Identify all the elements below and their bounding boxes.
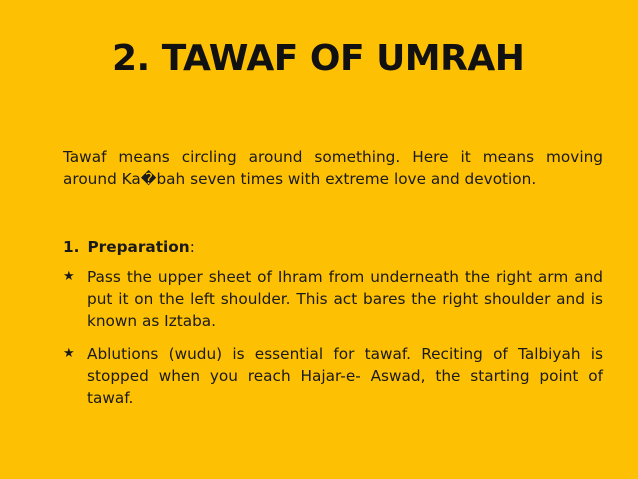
bullet-item — [63, 266, 603, 332]
step-label: Preparation — [87, 238, 190, 256]
star-bullet-icon: ★ — [63, 269, 75, 284]
intro-paragraph: Tawaf means circling around something. Here it means moving around Ka�bah seven times with extreme love and devotion. — [63, 148, 603, 188]
step-suffix: : — [189, 238, 195, 256]
step-number: 1. — [63, 238, 80, 256]
star-bullet-icon: ★ — [63, 346, 75, 361]
step-heading — [63, 236, 363, 258]
bullet-item — [63, 343, 603, 409]
bullet-text: Pass the upper sheet of Ihram from underneath the right arm and put it on the left shoulder. This act bares the right shoulder and is known as Iztaba. — [87, 268, 603, 330]
bullet-text: Ablutions (wudu) is essential for tawaf. Reciting of Talbiyah is stopped when you reach Hajar-e- Aswad, the starting point of tawaf. — [87, 345, 603, 407]
slide-title: 2. TAWAF OF UMRAH — [112, 38, 525, 79]
